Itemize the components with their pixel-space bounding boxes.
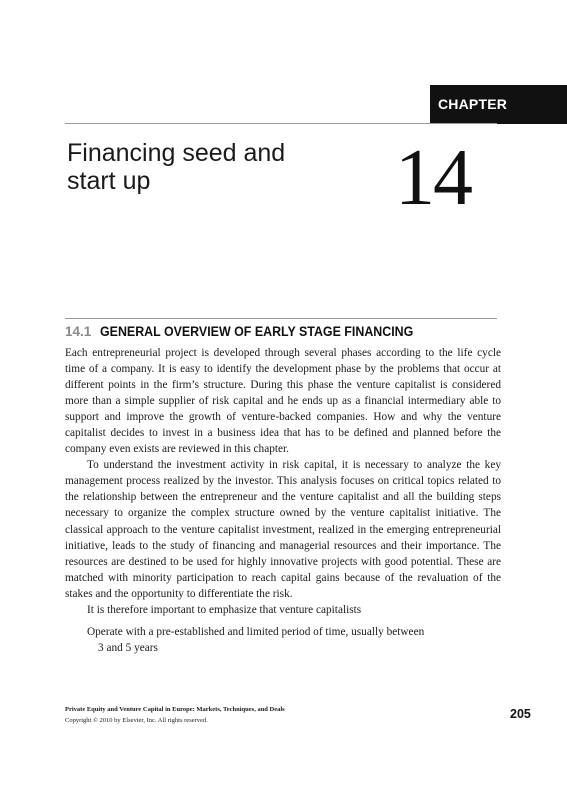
paragraph: To understand the investment activity in risk capital, it is necessary to analyze the key management process realized by the investor. This analysis focuses on critical topics related to the relationship between the entrepreneur and the venture capitalist and all the building steps necessary to organize the complex structure owned by the venture capitalist initiative. The classical approach to the venture capitalist investment, realized in the emerging entrepreneurial initiative, leads to the study of financing and managerial resources and their importance. The resources are destined to be used for highly innovative projects with good potential. These are matched with minority participation to reach capital gains because of the revaluation of the stakes and the opportunity to differentiate the risk.: [65, 459, 501, 600]
paragraph: It is therefore important to emphasize that venture capitalists: [87, 603, 362, 616]
page-number: 205: [510, 707, 531, 721]
footer-book-title: Private Equity and Venture Capital in Europe: Markets, Techniques, and Deals: [65, 706, 285, 713]
footer-copyright: Copyright © 2010 by Elsevier, Inc. All rights reserved.: [65, 717, 208, 724]
footer: [65, 704, 365, 726]
chapter-label: CHAPTER: [430, 85, 567, 124]
section-title: GENERAL OVERVIEW OF EARLY STAGE FINANCING: [100, 324, 414, 339]
paragraph: Each entrepreneurial project is developed through several phases according to the life cycle time of a company. It is easy to identify the development phase by the problems that occur at different points in the firm’s structure. During this phase the venture capitalist is considered more than a simple supplier of risk capital and he ends up as a financial intermediary able to support and improve the growth of venture-backed companies. How and why the venture capitalist decides to invest in a business idea that has to be defined and planned before the company even exists are reviewed in this chapter.: [65, 347, 501, 456]
body-text: [65, 345, 501, 656]
chapter-title: Financing seed and start up: [67, 139, 286, 195]
list-item-continuation: 3 and 5 years: [98, 641, 158, 654]
section-heading: [65, 322, 505, 342]
chapter-number: 14: [395, 134, 471, 222]
list-item: [65, 624, 501, 656]
header-rule: [65, 123, 497, 124]
section-number: 14.1: [65, 324, 92, 339]
list-item-text: Operate with a pre-established and limited period of time, usually between: [87, 625, 425, 638]
section-rule: [65, 318, 497, 319]
